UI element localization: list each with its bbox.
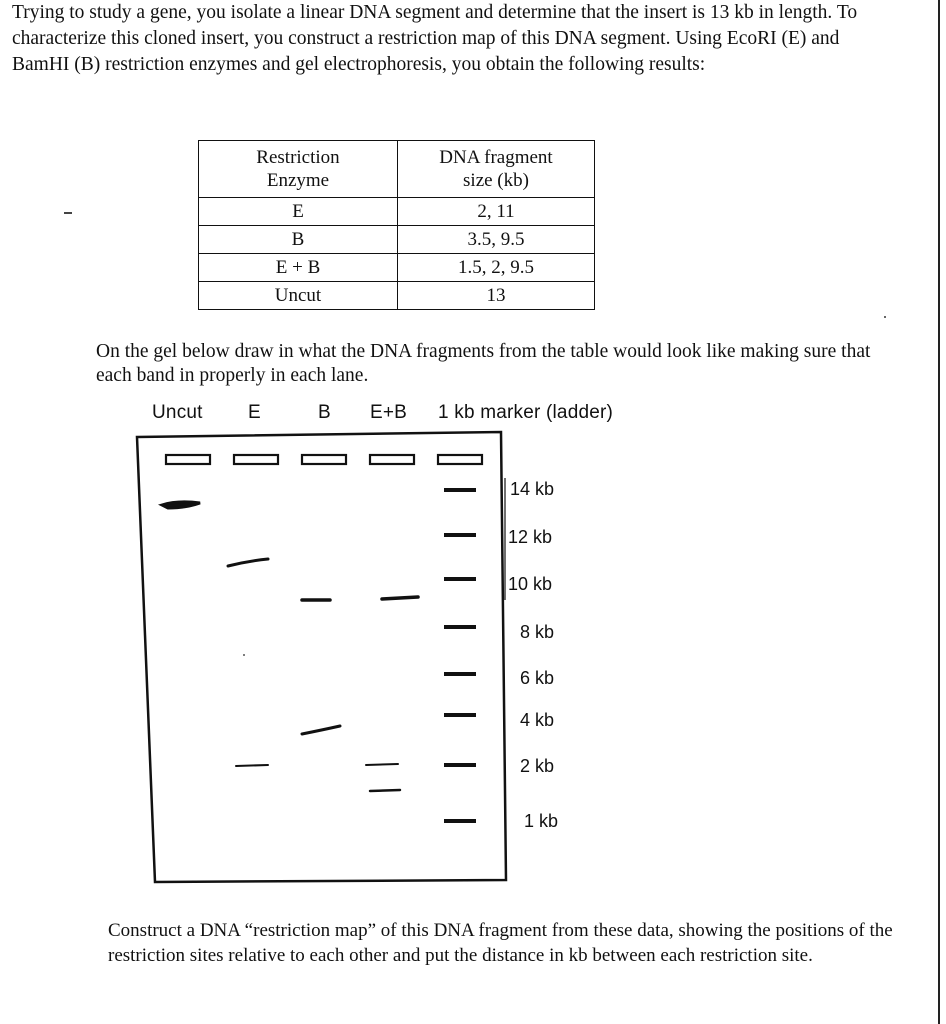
- ladder-label-2kb: 2 kb: [520, 756, 555, 776]
- header-line: size (kb): [463, 170, 529, 191]
- well-eb: [370, 455, 414, 464]
- band-eb-1.5kb: [370, 790, 400, 791]
- ladder-label-8kb: 8 kb: [520, 622, 555, 642]
- gel-outline: [137, 432, 506, 882]
- lane-label-uncut: Uncut: [152, 402, 203, 423]
- band-eb-2kb: [366, 764, 398, 765]
- intro-paragraph: Trying to study a gene, you isolate a linear DNA segment and determine that the insert is 13 kb in length. To characterize this cloned insert, you construct a restriction map of this DNA segment. Using EcoRI (E) and BamHI (B) restriction enzymes and gel electrophoresis, you obtain the following results:: [12, 2, 858, 75]
- ladder-label-6kb: 6 kb: [520, 668, 555, 688]
- size-cell: 2, 11: [398, 198, 595, 226]
- band-e-2kb: [236, 765, 268, 766]
- size-cell: 1.5, 2, 9.5: [398, 254, 595, 282]
- lane-label-e: E: [248, 402, 261, 423]
- gel-instruction: On the gel below draw in what the DNA fragments from the table would look like making sure that each band in properly in each lane.: [96, 341, 871, 386]
- header-line: DNA fragment: [439, 147, 553, 168]
- well-ladder: [438, 455, 482, 464]
- well-uncut: [166, 455, 210, 464]
- lane-label-b: B: [318, 402, 331, 423]
- band-e-11kb: [228, 559, 268, 566]
- enzyme-cell: E + B: [199, 254, 398, 282]
- ladder-label-1kb: 1 kb: [524, 811, 559, 831]
- size-cell: 3.5, 9.5: [398, 226, 595, 254]
- header-line: Restriction: [256, 147, 340, 168]
- well-e: [234, 455, 278, 464]
- size-cell: 13: [398, 282, 595, 310]
- header-line: Enzyme: [266, 170, 330, 191]
- band-b-3.5kb: [302, 726, 340, 734]
- ladder-bands: [444, 490, 476, 821]
- stray-dot: [243, 654, 245, 656]
- well-b: [302, 455, 346, 464]
- enzyme-cell: Uncut: [199, 282, 398, 310]
- ladder-label-10kb: 10 kb: [508, 574, 553, 594]
- band-uncut-13kb: [162, 502, 200, 508]
- band-eb-9.5kb: [382, 597, 418, 599]
- enzyme-cell: E: [199, 198, 398, 226]
- enzyme-cell: B: [199, 226, 398, 254]
- map-instruction: Construct a DNA “restriction map” of this DNA fragment from these data, showing the positions of the restriction sites relative to each other and put the distance in kb between each restriction site.: [108, 920, 893, 966]
- lane-label-eb: E+B: [370, 402, 408, 423]
- ladder-label-4kb: 4 kb: [520, 710, 555, 730]
- lane-label-ladder: 1 kb marker (ladder): [438, 402, 614, 423]
- ladder-label-12kb: 12 kb: [508, 527, 553, 547]
- ladder-label-14kb: 14 kb: [510, 479, 555, 499]
